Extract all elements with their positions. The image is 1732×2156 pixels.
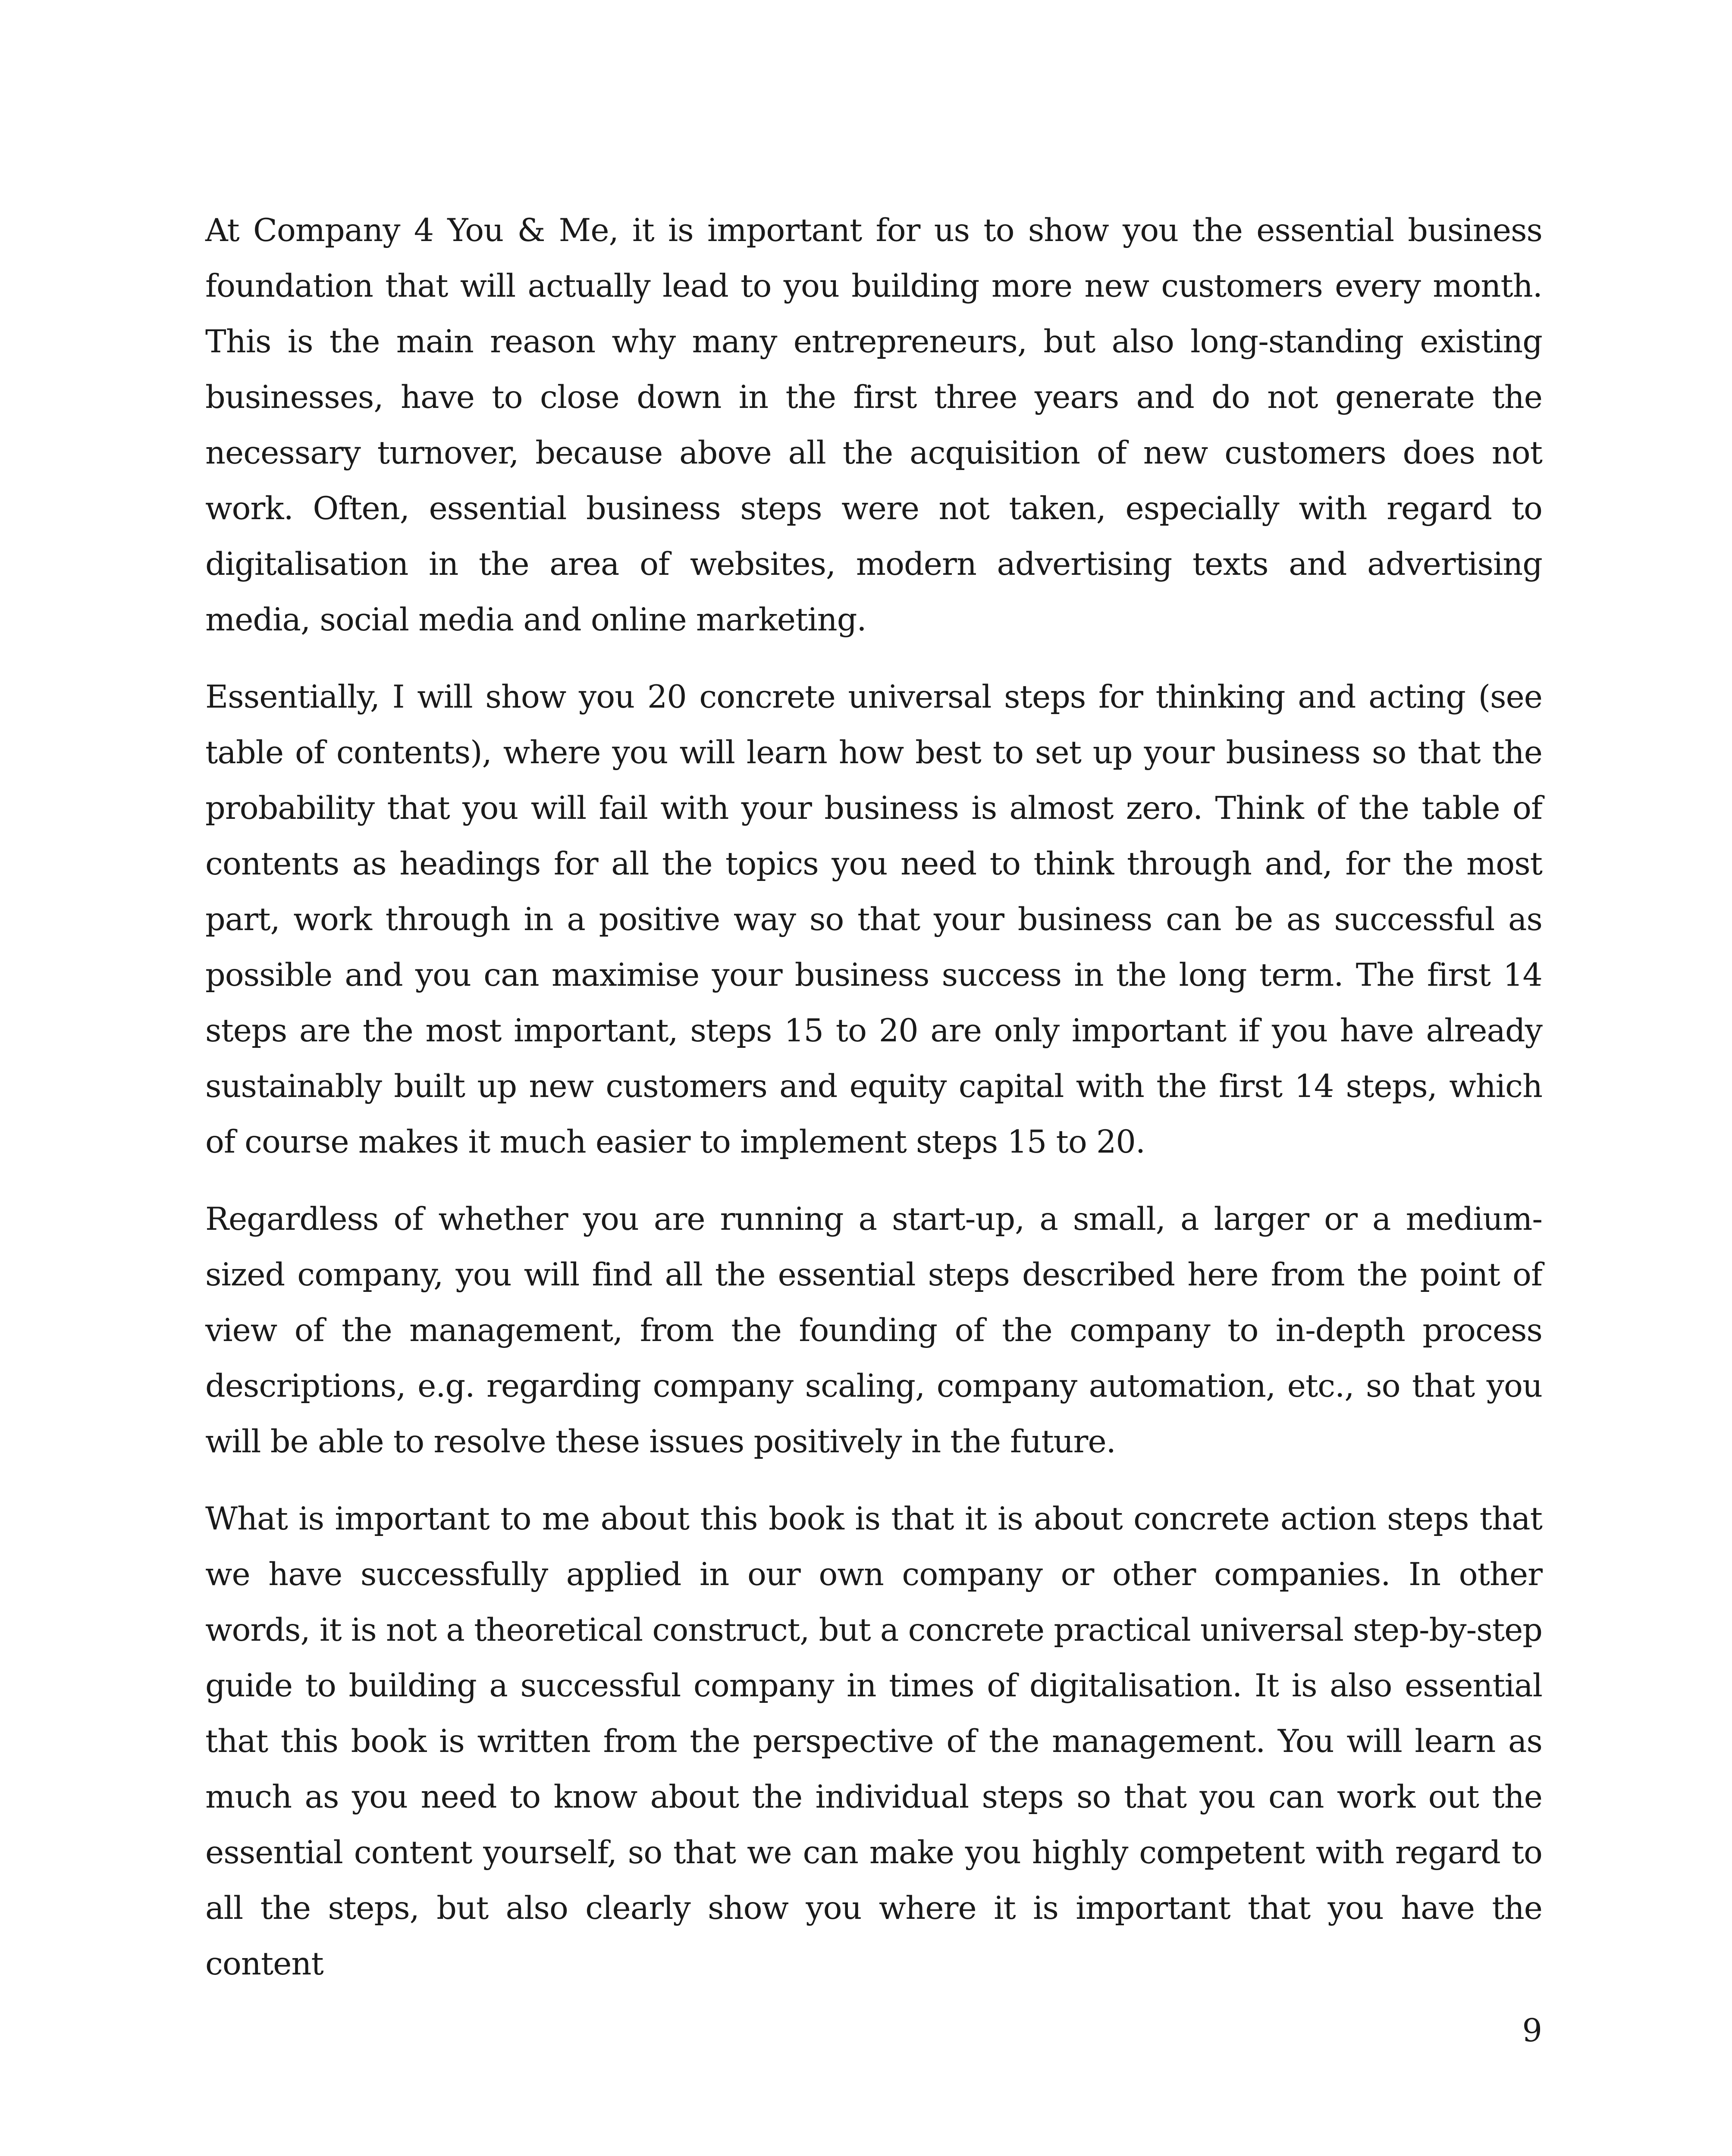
body-text	[205, 203, 1542, 2013]
paragraph-3: Regardless of whether you are running a start-up, a small, a larger or a medium-sized company, you will find all the essential steps described here from the point of view of the management, from the founding of the company to in-depth process descriptions, e.g. regarding company scaling, company automation, etc., so that you will be able to resolve these issues positively in the future.	[205, 1201, 1542, 1460]
paragraph-2: Essentially, I will show you 20 concrete universal steps for thinking and acting (see table of contents), where you will learn how best to set up your business so that the probability that you will fail with your business is almost zero. Think of the table of contents as headings for all the topics you need to think through and, for the most part, work through in a positive way so that your business can be as successful as possible and you can maximise your business success in the long term. The first 14 steps are the most important, steps 15 to 20 are only important if you have already sustainably built up new customers and equity capital with the first 14 steps, which of course makes it much easier to implement steps 15 to 20.	[205, 679, 1542, 1160]
paragraph-1: At Company 4 You & Me, it is important for us to show you the essential business foundation that will actually lead to you building more new customers every month. This is the main reason why many entrepreneurs, but also long-standing existing businesses, have to close down in the first three years and do not generate the necessary turnover, because above all the acquisition of new customers does not work. Often, essential business steps were not taken, especially with regard to digitalisation in the area of websites, modern advertising texts and advertising media, social media and online marketing.	[205, 212, 1542, 638]
page-number: 9	[1522, 2012, 1542, 2049]
paragraph-4: What is important to me about this book is that it is about concrete action steps that we have successfully applied in our own company or other companies. In other words, it is not a theoretical construct, but a concrete practical universal step-by-step guide to building a successful company in times of digitalisation. It is also essential that this book is written from the perspective of the management. You will learn as much as you need to know about the individual steps so that you can work out the essential content yourself, so that we can make you highly competent with regard to all the steps, but also clearly show you where it is important that you have the content	[205, 1501, 1542, 1982]
